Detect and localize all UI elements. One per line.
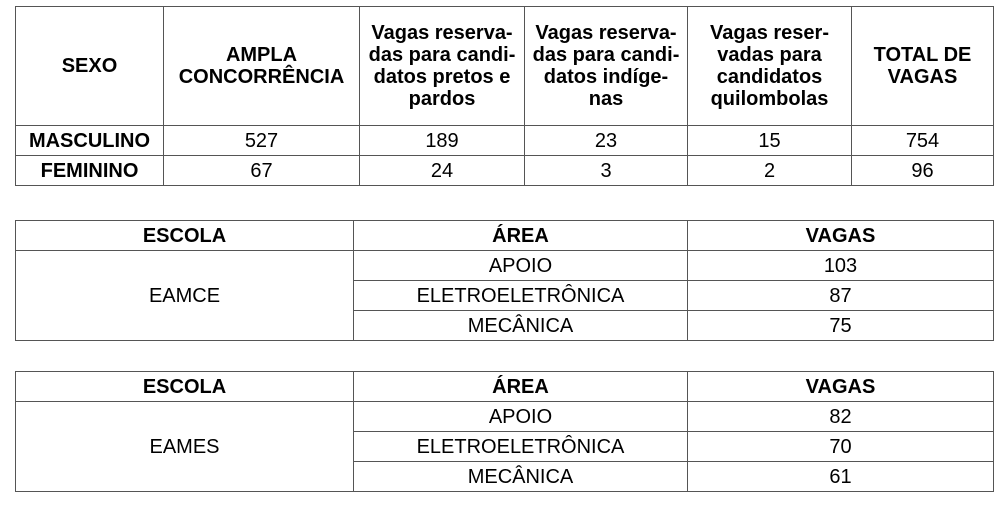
cell-area: ELETROELETRÔNICA [354, 432, 688, 462]
cell-escola: EAMCE [16, 251, 354, 341]
cell-escola: EAMES [16, 402, 354, 492]
cell-total: 754 [852, 126, 994, 156]
header-escola: ESCOLA [16, 221, 354, 251]
cell-sexo: FEMININO [16, 156, 164, 186]
header-area: ÁREA [354, 372, 688, 402]
header-indigenas: Vagas reserva- das para candi- datos indíge- nas [525, 7, 688, 126]
table-row [16, 251, 994, 281]
cell-sexo: MASCULINO [16, 126, 164, 156]
header-quilombolas: Vagas reser- vadas para candidatos quilombolas [688, 7, 852, 126]
table-row [16, 156, 994, 186]
cell-pretos: 24 [360, 156, 525, 186]
header-pretos-pardos: Vagas reserva- das para candi- datos pretos e pardos [360, 7, 525, 126]
header-area: ÁREA [354, 221, 688, 251]
cell-area: MECÂNICA [354, 462, 688, 492]
cell-vagas: 61 [688, 462, 994, 492]
cell-total: 96 [852, 156, 994, 186]
cell-indigenas: 3 [525, 156, 688, 186]
header-sexo: SEXO [16, 7, 164, 126]
cell-quilombolas: 2 [688, 156, 852, 186]
eamce-vagas-table [15, 220, 994, 341]
cell-area: MECÂNICA [354, 311, 688, 341]
table-header-row [16, 221, 994, 251]
cell-quilombolas: 15 [688, 126, 852, 156]
cell-vagas: 87 [688, 281, 994, 311]
header-ampla-concorrencia: AMPLA CONCORRÊNCIA [164, 7, 360, 126]
cell-vagas: 103 [688, 251, 994, 281]
cell-ampla: 527 [164, 126, 360, 156]
table-row [16, 126, 994, 156]
table-row [16, 402, 994, 432]
table-header-row [16, 7, 994, 126]
table-header-row [16, 372, 994, 402]
cell-area: APOIO [354, 251, 688, 281]
cell-ampla: 67 [164, 156, 360, 186]
cell-pretos: 189 [360, 126, 525, 156]
vagas-por-sexo-table [15, 6, 994, 186]
cell-area: APOIO [354, 402, 688, 432]
cell-indigenas: 23 [525, 126, 688, 156]
cell-vagas: 70 [688, 432, 994, 462]
header-vagas: VAGAS [688, 221, 994, 251]
eames-vagas-table [15, 371, 994, 492]
header-escola: ESCOLA [16, 372, 354, 402]
header-vagas: VAGAS [688, 372, 994, 402]
header-total-vagas: TOTAL DE VAGAS [852, 7, 994, 126]
cell-vagas: 82 [688, 402, 994, 432]
cell-area: ELETROELETRÔNICA [354, 281, 688, 311]
cell-vagas: 75 [688, 311, 994, 341]
